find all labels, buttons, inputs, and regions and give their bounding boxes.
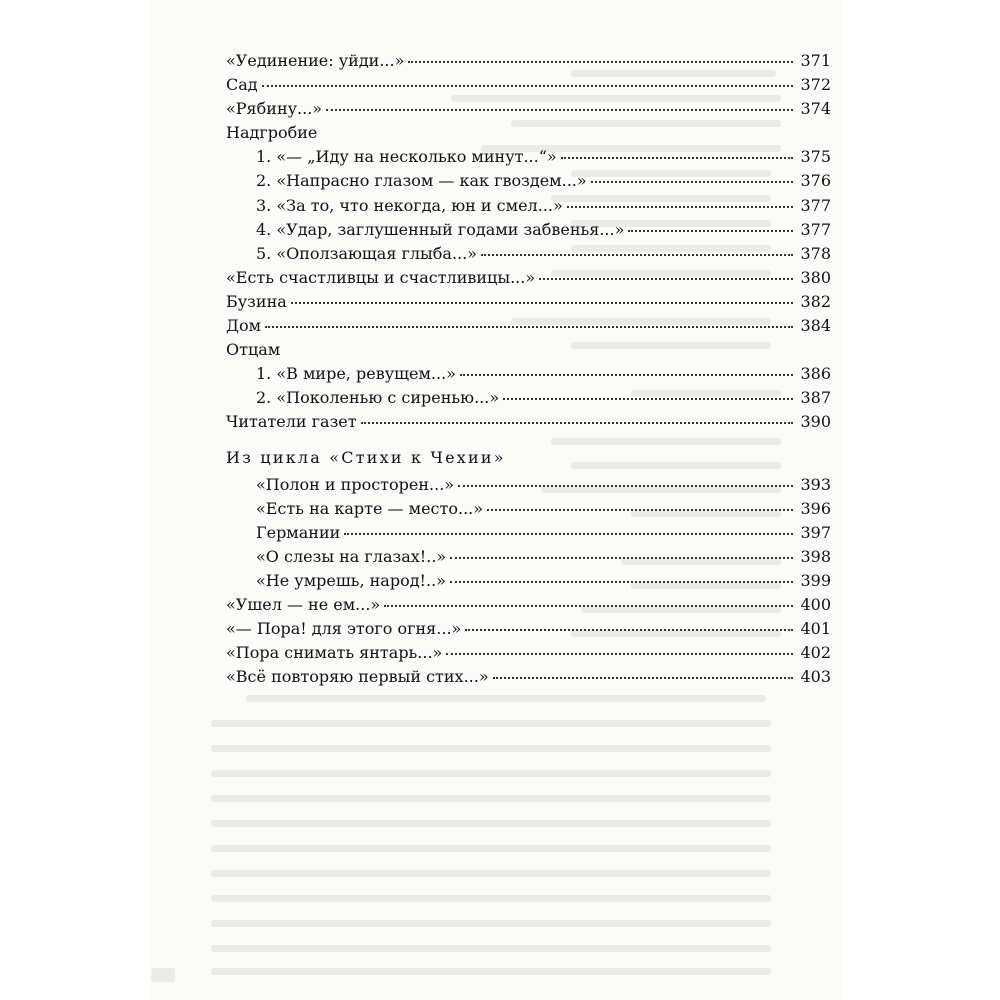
toc-sub-entry [226,171,831,195]
toc-sub-entry [226,196,831,220]
cycle-heading: Из цикла «Стихи к Чехии» [226,447,506,467]
dot-leader [481,254,793,256]
toc-entry-title: Бузина [226,291,287,311]
toc-sub-entry [226,220,831,244]
toc-entry-title: «Есть на карте — место...» [256,498,484,518]
dot-leader [450,581,793,583]
book-page [151,0,841,1000]
toc-entry-title: «Ушел — не ем...» [226,595,381,615]
dot-leader [591,181,793,183]
toc-entry-page: 374 [800,99,831,119]
toc-entry-page: 377 [800,195,831,215]
dot-leader [450,557,793,559]
dot-leader [567,206,793,208]
toc-entry-title: «Уединение: уйди...» [226,51,405,70]
toc-entry [226,268,831,292]
dot-leader [539,278,793,280]
toc-entry [226,51,831,75]
dot-leader [465,629,793,631]
toc-entry-title: «Пора снимать янтарь...» [226,643,443,663]
toc-entry [226,316,831,340]
toc-entry-page: 375 [800,147,831,167]
toc-entry-page: 378 [800,243,831,263]
toc-entry-title: «Есть счастливцы и счастливицы...» [226,267,536,287]
toc-entry-page: 382 [800,291,831,311]
toc-entry-title: «О слезы на глазах!..» [256,546,447,566]
dot-leader [344,533,793,535]
toc-entry-title: 5. «Оползающая глыба...» [256,243,478,263]
toc-entry-page: 380 [800,267,831,287]
toc-entry-title: «Не умрешь, народ!..» [256,570,446,590]
toc-entry-title: Читатели газет [226,412,357,432]
toc-sub-entry [226,244,831,268]
toc-entry-page: 390 [800,412,831,432]
toc-sub-entry [226,388,831,412]
dot-leader [458,485,793,487]
toc-entry-page: 399 [800,570,831,590]
toc-group-heading: Отцам [226,340,281,360]
toc-entry-title: Дом [226,316,262,336]
toc-entry-title: 1. «В мире, ревущем...» [256,364,456,384]
toc-entry-title: 1. «— „Иду на несколько минут...“» [256,147,557,167]
toc-entry-title: «Рябину...» [226,99,323,119]
toc-entry [226,667,831,691]
dot-leader [262,85,793,87]
toc-sub-entry [226,364,831,388]
toc-sub-entry [226,547,831,571]
toc-sub-entry [226,499,831,523]
toc-entry-title: Германии [256,522,341,542]
toc-entry-title: 4. «Удар, заглушенный годами забвенья...» [256,219,625,239]
toc-entry-page: 401 [800,619,831,639]
dot-leader [265,326,793,328]
dot-leader [384,605,793,607]
toc-entry-page: 372 [800,75,831,95]
dot-leader [561,157,793,159]
dot-leader [628,230,793,232]
toc-entry-page: 400 [800,595,831,615]
dot-leader [408,61,793,63]
toc-entry-page: 403 [800,667,831,687]
dot-leader [487,509,793,511]
toc-group-heading: Надгробие [226,123,318,143]
dot-leader [503,398,793,400]
toc-entry-title: «Полон и просторен...» [256,474,455,494]
toc-entry-title: 2. «Напрасно глазом — как гвоздем...» [256,171,587,191]
toc-entry-title: 3. «За то, что некогда, юн и смел...» [256,195,563,215]
toc-entry-page: 386 [800,364,831,384]
toc-entry-page: 397 [800,522,831,542]
toc-entry-title: Сад [226,75,258,95]
toc-entry-page: 393 [800,474,831,494]
toc-sub-entry [226,571,831,595]
toc-sub-entry [226,523,831,547]
toc-entry [226,292,831,316]
toc-sub-entry [226,147,831,171]
toc-entry-page: 398 [800,546,831,566]
toc-entry-page: 387 [800,388,831,408]
dot-leader [446,653,793,655]
dot-leader [361,422,793,424]
toc-entry-page: 402 [800,643,831,663]
toc-entry-page: 396 [800,498,831,518]
toc-sub-entry [226,475,831,499]
toc-entry-title: 2. «Поколенью с сиренью...» [256,388,500,408]
table-of-contents [226,51,831,691]
toc-entry [226,75,831,99]
toc-entry-title: «Всё повторяю первый стих...» [226,667,489,687]
toc-entry [226,412,831,436]
dot-leader [493,677,793,679]
toc-entry-title: «— Пора! для этого огня...» [226,619,462,639]
toc-entry-page: 371 [800,51,831,70]
dot-leader [326,109,793,111]
dot-leader [460,374,793,376]
toc-entry [226,99,831,123]
toc-entry-page: 377 [800,219,831,239]
toc-entry [226,619,831,643]
toc-entry-page: 384 [800,316,831,336]
toc-entry [226,595,831,619]
toc-entry [226,643,831,667]
dot-leader [291,302,793,304]
toc-entry-page: 376 [800,171,831,191]
